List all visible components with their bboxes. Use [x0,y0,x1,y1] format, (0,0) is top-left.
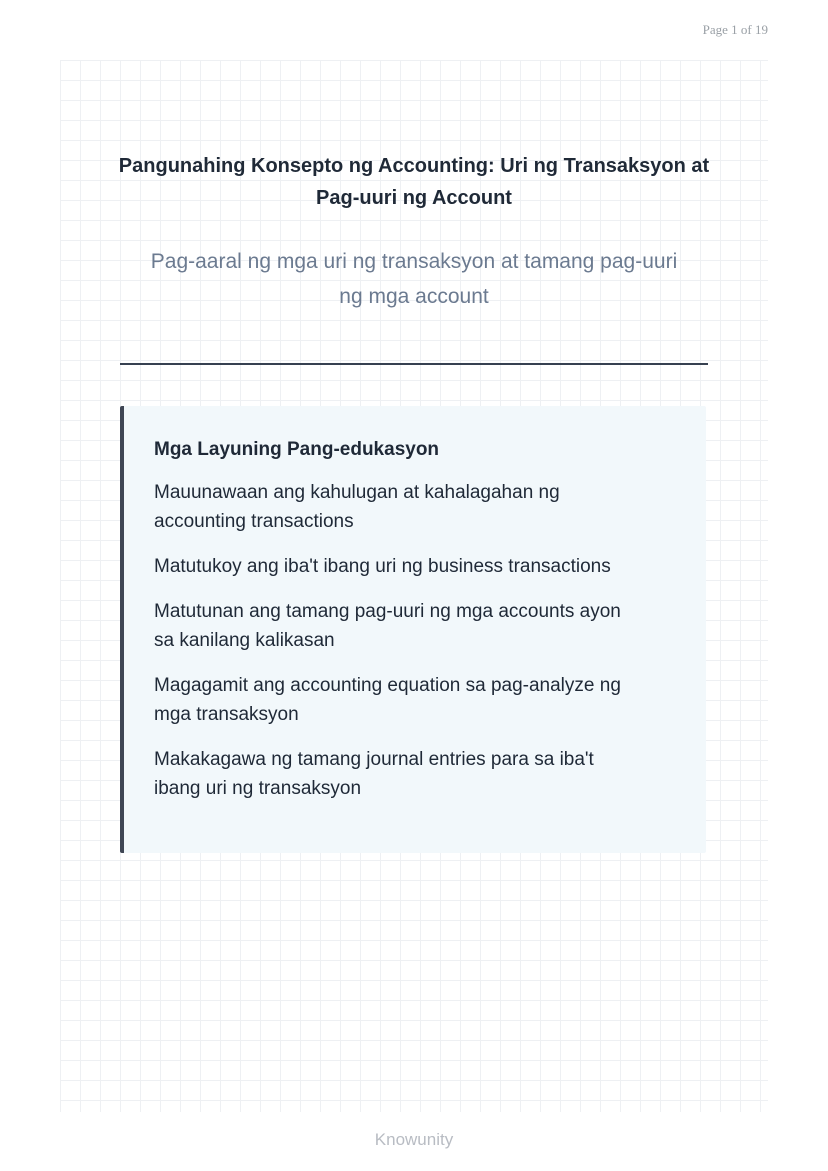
objective-item: Mauunawaan ang kahulugan at kahalagahan ng accounting transactions [154,482,560,532]
footer-brand: Knowunity [374,1130,454,1149]
title-divider [120,363,708,365]
learning-objectives-box [120,406,706,853]
objectives-heading: Mga Layuning Pang-edukasyon [154,439,440,460]
objective-item: Magagamit ang accounting equation sa pag-analyze ng mga transaksyon [154,675,621,725]
page-counter: Page 1 of 19 [702,22,768,37]
objective-item: Matutukoy ang iba't ibang uri ng business transactions [154,556,611,577]
document-title: Pangunahing Konsepto ng Accounting: Uri ng Transaksyon at Pag-uuri ng Account [118,155,710,209]
objectives-list [154,478,676,803]
objective-item: Makakagawa ng tamang journal entries para sa iba't ibang uri ng transaksyon [154,749,594,799]
objective-item: Matutunan ang tamang pag-uuri ng mga accounts ayon sa kanilang kalikasan [154,601,621,651]
document-subtitle: Pag-aaral ng mga uri ng transaksyon at tamang pag-uuri ng mga account [150,250,678,308]
